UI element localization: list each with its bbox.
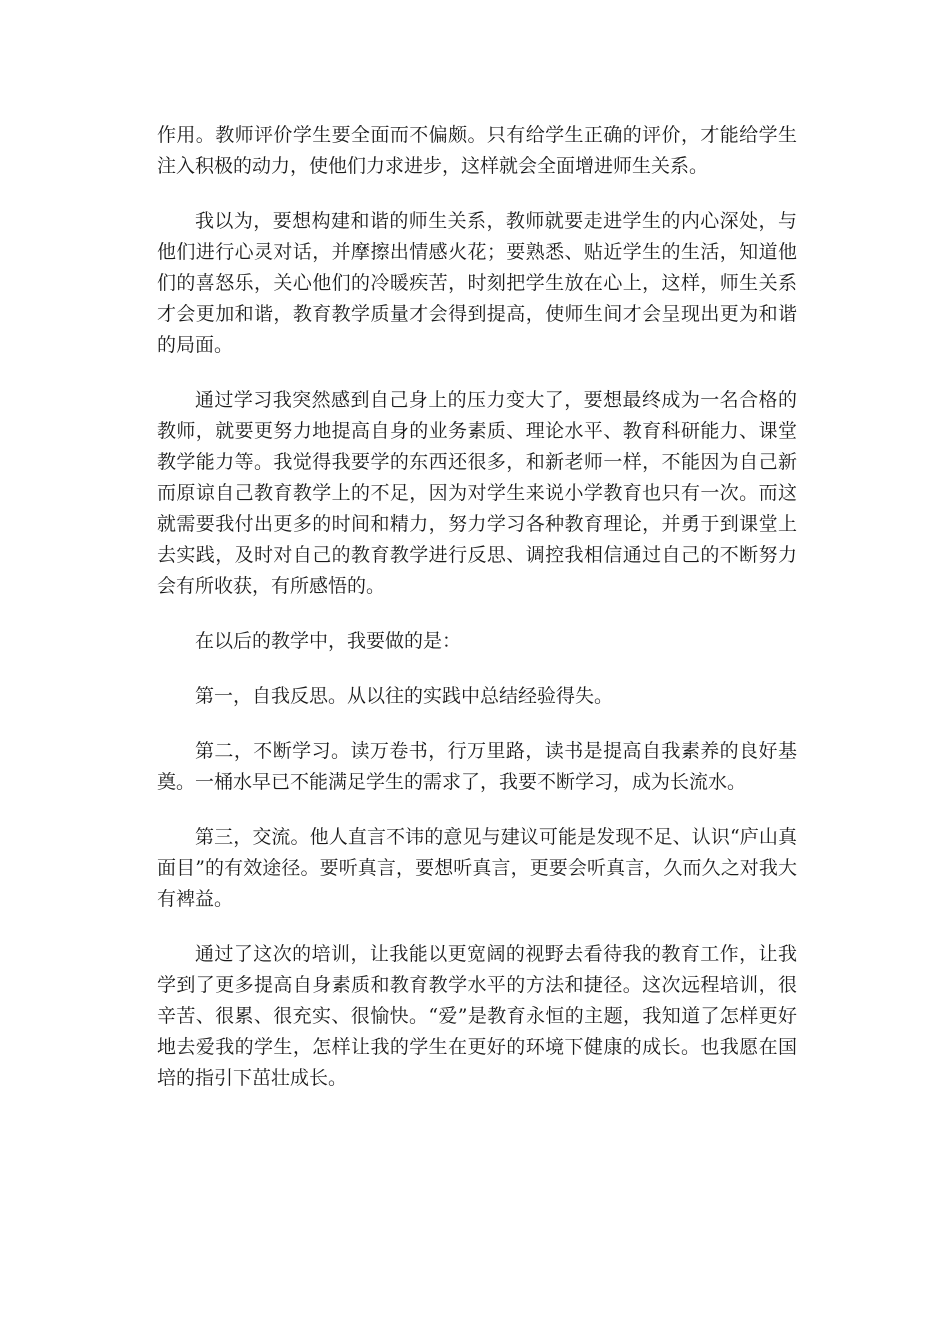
document-body <box>157 120 797 1118</box>
paragraph-future-plan-intro: 在以后的教学中，我要做的是： <box>195 630 462 652</box>
paragraph-pressure-and-growth: 通过学习我突然感到自己身上的压力变大了，要想最终成为一名合格的教师，就要更努力地提高自身的业务素质、理论水平、教育科研能力、课堂教学能力等。我觉得我要学的东西还很多，和新老师一样，不能因为自己新而原谅自己教育教学上的不足，因为对学生来说小学教育也只有一次。而这就需要我付出更多的时间和精力，努力学习各种教育理论，并勇于到课堂上去实践，及时对自己的教育教学进行反思、调控我相信通过自己的不断努力会有所收获，有所感悟的。 <box>157 389 797 597</box>
paragraph-harmonious-relationship: 我以为，要想构建和谐的师生关系，教师就要走进学生的内心深处，与他们进行心灵对话，并摩擦出情感火花；要熟悉、贴近学生的生活，知道他们的喜怒乐，关心他们的冷暖疾苦，时刻把学生放在心上，这样，师生关系才会更加和谐，教育教学质量才会得到提高，使师生间才会呈现出更为和谐的局面。 <box>157 210 797 356</box>
paragraph-point-two: 第二，不断学习。读万卷书，行万里路，读书是提高自我素养的良好基奠。一桶水早已不能满足学生的需求了，我要不断学习，成为长流水。 <box>157 740 797 793</box>
paragraph-continuation: 作用。教师评价学生要全面而不偏颇。只有给学生正确的评价，才能给学生注入积极的动力，使他们力求进步，这样就会全面增进师生关系。 <box>157 124 797 177</box>
paragraph-point-one: 第一，自我反思。从以往的实践中总结经验得失。 <box>195 685 614 707</box>
paragraph-conclusion: 通过了这次的培训，让我能以更宽阔的视野去看待我的教育工作，让我学到了更多提高自身素质和教育教学水平的方法和捷径。这次远程培训，很辛苦、很累、很充实、很愉快。“爱”是教育永恒的主题，我知道了怎样更好地去爱我的学生，怎样让我的学生在更好的环境下健康的成长。也我愿在国培的指引下茁壮成长。 <box>157 943 797 1089</box>
paragraph-point-three: 第三，交流。他人直言不讳的意见与建议可能是发现不足、认识“庐山真面目”的有效途径。要听真言，要想听真言，更要会听真言，久而久之对我大有裨益。 <box>157 826 797 910</box>
